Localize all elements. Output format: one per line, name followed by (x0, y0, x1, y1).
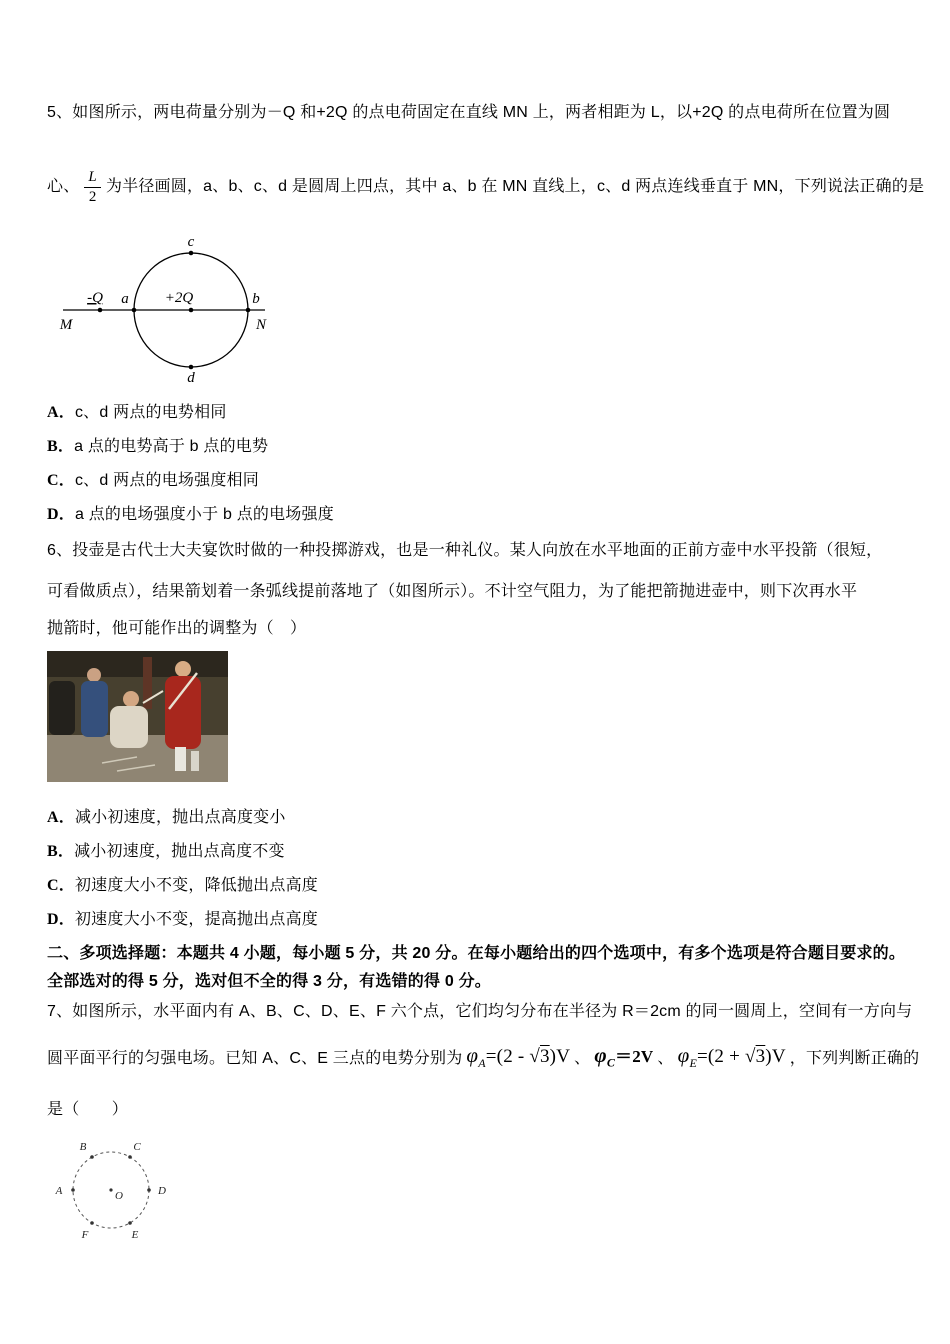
fraction-numerator: L (84, 169, 101, 188)
q6-option-d-text: 初速度大小不变，提高抛出点高度 (74, 911, 318, 928)
point-b-dot (246, 308, 251, 313)
q5-option-a-text: c、d 两点的电势相同 (74, 404, 227, 421)
q6-stem-line2: 可看做质点），结果箭划着一条弧线提前落地了（如图所示）。不计空气阻力，为了能把箭抛进壶中，则下次再水平 (47, 583, 858, 600)
label-e: E (131, 1229, 139, 1241)
phi-e-eq: =(2 + (696, 1046, 745, 1068)
label-c: c (187, 235, 195, 250)
phi-a-radical-sign: √ (529, 1046, 540, 1068)
q6-option-a (47, 808, 910, 828)
phi-a-radicand: 3 (539, 1046, 550, 1068)
q6-options (47, 808, 910, 930)
label-d: d (187, 370, 195, 385)
question-7 (47, 1002, 920, 1246)
q7-diagram-svg (49, 1134, 179, 1246)
section-2-instructions-line1: 二、多项选择题：本题共 4 小题，每小题 5 分，共 20 分。在每小题给出的四个选项中，有多个选项是符合题目要求的。 (47, 945, 906, 962)
q5-stem-line2 (47, 169, 925, 205)
question-5 (47, 103, 925, 525)
q6-option-d (47, 910, 910, 930)
q7-stem-line2-post: ，下列判断正确的 (789, 1050, 920, 1067)
phi-a-subscript: A (478, 1055, 486, 1070)
q5-diagram-svg (53, 235, 283, 385)
phi-e-radicand: 3 (755, 1046, 766, 1068)
phi-e-subscript: E (689, 1055, 697, 1070)
q6-option-c (47, 876, 910, 896)
q6-option-d-letter: D． (47, 911, 75, 928)
q7-stem-line2-pre: 圆平面平行的匀强电场。已知 A、C、E 三点的电势分别为 (47, 1050, 463, 1067)
q7-stem-line1: 7、如图所示，水平面内有 A、B、C、D、E、F 六个点，它们均匀分布在半径为 R＝2cm 的同一圆周上，空间有一方向与 (47, 1003, 913, 1020)
label-plus-2q: +2Q (164, 290, 194, 306)
q6-option-b (47, 842, 910, 862)
q5-option-d-letter: D． (47, 506, 75, 523)
pitch-pot-game-photo (47, 651, 228, 782)
photo-pot-1 (175, 747, 186, 771)
q5-option-c (47, 471, 910, 491)
charge-minusq-dot (98, 308, 103, 313)
fraction-denominator: 2 (88, 188, 97, 205)
photo-figure-white-robe (110, 706, 148, 748)
center-o-dot (109, 1188, 112, 1191)
label-b: B (79, 1141, 87, 1153)
point-c-dot (128, 1155, 132, 1159)
photo-figure-white-head (123, 691, 139, 707)
q5-option-a (47, 403, 910, 423)
phi-e-symbol: φ (677, 1043, 690, 1068)
q7-stem-line2 (47, 1043, 920, 1074)
q5-option-a-letter: A． (47, 404, 75, 421)
phi-e-formula (678, 1045, 786, 1073)
photo-figure-blue-head (87, 668, 101, 682)
label-c: C (133, 1141, 141, 1153)
q6-stem-line1: 6、投壶是古代士大夫宴饮时做的一种投掷游戏，也是一种礼仪。某人向放在水平地面的正前方壶中水平投箭（很短， (47, 542, 883, 559)
q5-option-c-letter: C． (47, 472, 75, 489)
label-m: M (59, 317, 73, 333)
photo-figure-blue-robe (81, 681, 108, 737)
label-a: a (121, 291, 129, 307)
phi-a-close: )V (549, 1046, 571, 1068)
fraction-l-over-2 (84, 169, 101, 205)
point-f-dot (90, 1221, 94, 1225)
point-e-dot (128, 1221, 132, 1225)
phi-c-symbol: φ (594, 1043, 607, 1068)
q5-option-d-text: a 点的电场强度小于 b 点的电场强度 (74, 506, 334, 523)
photo-figure-dark (49, 681, 75, 735)
question-6 (47, 541, 910, 930)
label-d: D (158, 1185, 166, 1197)
q6-option-b-letter: B． (47, 843, 75, 860)
label-a: A (55, 1185, 63, 1197)
photo-figure-red-robe (165, 676, 201, 749)
photo-dark-top (47, 651, 228, 677)
phi-c-subscript: C (606, 1055, 616, 1070)
q5-stem-line1: 5、如图所示，两电荷量分别为－Q 和+2Q 的点电荷固定在直线 MN 上，两者相距为 L，以+2Q 的点电荷所在位置为圆 (47, 104, 891, 121)
q5-option-b-text: a 点的电势高于 b 点的电势 (74, 438, 269, 455)
q6-stem-line3: 抛箭时，他可能作出的调整为（ ） (47, 620, 307, 637)
q7-separator-2: 、 (657, 1050, 674, 1067)
q7-circle-points-diagram (49, 1134, 179, 1246)
phi-a-eq: =(2 - (485, 1046, 530, 1068)
q6-option-b-text: 减小初速度，抛出点高度不变 (74, 843, 285, 860)
label-minus-q: -Q (87, 290, 103, 306)
point-a-dot (71, 1188, 75, 1192)
point-d-dot (147, 1188, 151, 1192)
label-f: F (81, 1229, 89, 1241)
phi-a-symbol: φ (466, 1043, 479, 1068)
q5-charge-circle-diagram (53, 235, 283, 385)
q5-option-b-letter: B． (47, 438, 75, 455)
q5-option-d (47, 505, 910, 525)
photo-figure-red-head (175, 661, 191, 677)
point-d-dot (189, 365, 194, 370)
q6-option-a-text: 减小初速度，抛出点高度变小 (74, 809, 286, 826)
label-b: b (252, 291, 260, 307)
phi-e-radical-sign: √ (744, 1046, 756, 1068)
point-a-dot (132, 308, 137, 313)
q5-stem-line2-post: 为半径画圆，a、b、c、d 是圆周上四点，其中 a、b 在 MN 直线上，c、d 两点连线垂直于 MN，下列说法正确的是 (105, 178, 925, 195)
q5-stem-line2-pre: 心、 (47, 178, 80, 195)
phi-a-formula (466, 1045, 570, 1073)
q7-separator-1: 、 (574, 1050, 591, 1067)
q7-stem-line3: 是（ ） (47, 1101, 129, 1118)
charge-plus2q-dot (189, 308, 194, 313)
point-b-dot (90, 1155, 94, 1159)
q5-options (47, 403, 910, 525)
section-2-instructions-line2: 全部选对的得 5 分，选对但不全的得 3 分，有选错的得 0 分。 (47, 973, 491, 990)
q6-option-c-text: 初速度大小不变，降低抛出点高度 (74, 877, 318, 894)
q6-option-c-letter: C． (47, 877, 75, 894)
label-o: O (115, 1190, 123, 1202)
point-c-dot (189, 251, 194, 256)
q5-option-c-text: c、d 两点的电场强度相同 (74, 472, 259, 489)
photo-pot-2 (191, 751, 199, 771)
phi-c-formula (594, 1045, 653, 1072)
section-2-header (47, 944, 910, 992)
phi-e-close: )V (765, 1046, 786, 1068)
phi-c-value: ＝2V (615, 1047, 654, 1067)
q5-option-b (47, 437, 910, 457)
label-n: N (255, 317, 267, 333)
q6-option-a-letter: A． (47, 809, 75, 826)
